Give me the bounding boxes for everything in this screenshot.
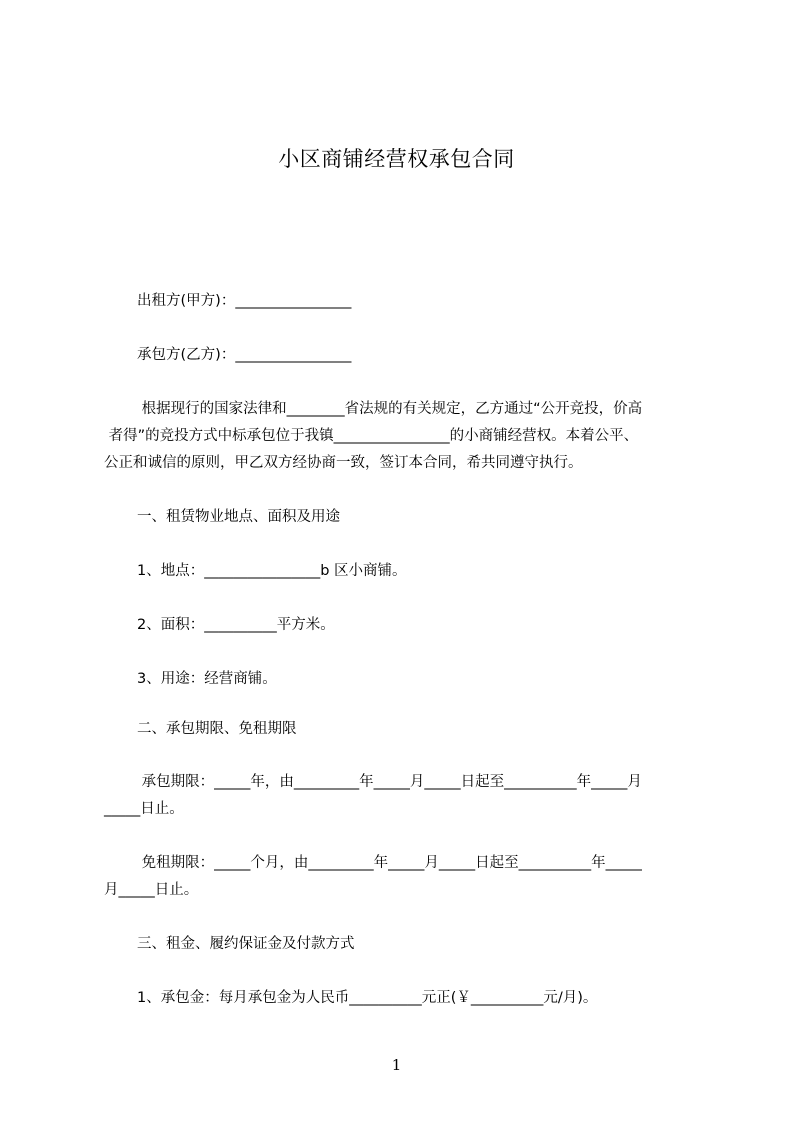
item-2-area: 2、面积：__________平方米。 bbox=[137, 617, 335, 633]
page-number: 1 bbox=[391, 1056, 402, 1074]
document-title: 小区商铺经营权承包合同 bbox=[278, 147, 515, 171]
lessor-line: 出租方(甲方)：________________ bbox=[137, 293, 352, 309]
item-3-use: 3、用途：经营商铺。 bbox=[137, 671, 277, 687]
term-line-2: _____日止。 bbox=[104, 801, 184, 817]
section-2-heading: 二、承包期限、免租期限 bbox=[137, 721, 297, 737]
intro-line-2: 者得”的竞投方式中标承包位于我镇________________的小商铺经营权。本着公平、 bbox=[104, 428, 639, 444]
item-rent: 1、承包金：每月承包金为人民币__________元正(￥__________元/月)。 bbox=[137, 990, 598, 1006]
section-3-heading: 三、租金、履约保证金及付款方式 bbox=[137, 936, 355, 952]
item-1-location: 1、地点：________________b 区小商铺。 bbox=[137, 563, 407, 579]
section-1-heading: 一、租赁物业地点、面积及用途 bbox=[137, 509, 340, 525]
free-period-line-1: 免租期限：_____个月，由_________年_____月_____日起至__________年_____ bbox=[137, 855, 642, 871]
intro-line-1: 根据现行的国家法律和________省法规的有关规定，乙方通过“公开竞投，价高 bbox=[137, 401, 643, 417]
intro-line-3: 公正和诚信的原则，甲乙双方经协商一致，签订本合同，希共同遵守执行。 bbox=[104, 455, 583, 471]
term-line-1: 承包期限：_____年，由_________年_____月_____日起至__________年_____月 bbox=[137, 774, 642, 790]
lessee-line: 承包方(乙方)：________________ bbox=[137, 347, 352, 363]
free-period-line-2: 月_____日止。 bbox=[104, 882, 199, 898]
